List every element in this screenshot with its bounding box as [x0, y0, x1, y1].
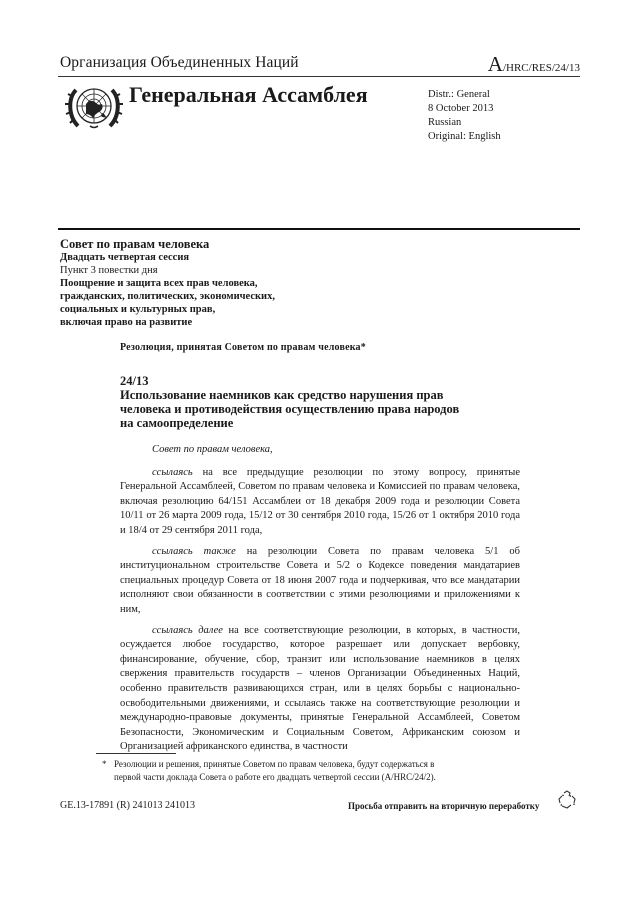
recycle-icon [556, 790, 578, 810]
resolution-title-line: человека и противодействия осуществлению права народов [120, 402, 460, 416]
agenda-title-line: гражданских, политических, экономических, [60, 291, 275, 302]
council-name: Совет по правам человека [60, 237, 210, 251]
agenda-item: Пункт 3 повестки дня [60, 265, 158, 276]
paragraph-lead: ссылаясь далее [152, 624, 223, 636]
document-language: Russian [428, 117, 462, 128]
footnote-mark: * [102, 759, 107, 769]
council-block [60, 237, 275, 329]
footnote-line: первой части доклада Совета о работе его двадцать четвертой сессии (A/HRC/24/2). [114, 772, 436, 782]
footnote-rule [96, 753, 176, 754]
resolution-title-line: Использование наемников как средство нарушения прав [120, 388, 444, 402]
paragraph-text: на все соответствующие резолюции, в которых, в частности, осуждается любое государство, которое разрешает или допускает вербовку, финансирование, обучение, сбор, транзит или использование наемников в целях свержения правительств государств – членов Организации Объединенных Наций, особенно правительств развивающихся стран, или в целях борьбы с национально-освободительными движениями, и ссылаясь также на соответствующие резолюции и международно-правовые документы, принятые Генеральной Ассамблеей, Советом Безопасности, Экономическим и Социальным Советом, Африканским союзом и Организацией африканского единства, в частности [120, 624, 520, 753]
un-emblem-icon [64, 82, 124, 132]
paragraph-lead: ссылаясь также [152, 545, 236, 557]
agenda-title-line: Поощрение и защита всех прав человека, [60, 278, 258, 289]
symbol-rest: /HRC/RES/24/13 [502, 62, 580, 74]
preamble-paragraph [120, 545, 520, 618]
session-name: Двадцать четвертая сессия [60, 252, 190, 263]
paragraph-text: на все предыдущие резолюции по этому вопросу, принятые Генеральной Ассамблеей, Советом по правам человека и Комиссией по правам человека, включая резолюцию 64/151 Ассамблеи от 18 декабря 2009 года и резолюции Совета 10/11 от 26 марта 2009 года, 15/12 от 30 сентября 2010 года, 15/26 от 1 октября 2010 года и 18/4 от 29 сентября 2011 года, [120, 466, 520, 536]
organization-name: Организация Объединенных Наций [60, 54, 299, 71]
section-rule [58, 228, 580, 230]
footnote-line: Резолюции и решения, принятые Советом по правам человека, будут содержаться в [114, 759, 435, 769]
agenda-title-line: социальных и культурных прав, [60, 304, 216, 315]
resolution-heading [120, 374, 540, 430]
recycle-notice: Просьба отправить на вторичную переработку [348, 801, 540, 811]
preamble-paragraph [120, 624, 520, 755]
distribution-status: Distr.: General [428, 89, 490, 100]
resolution-body [120, 443, 520, 761]
resolution-adopted-by: Резолюция, принятая Советом по правам человека* [120, 342, 366, 353]
organ-title: Генеральная Ассамблея [129, 82, 368, 107]
job-number: GE.13-17891 (R) 241013 241013 [60, 800, 195, 811]
resolution-title-line: на самоопределение [120, 416, 234, 430]
footnote [102, 758, 528, 784]
opening-phrase [120, 443, 520, 458]
document-symbol [488, 52, 580, 77]
resolution-number: 24/13 [120, 374, 149, 388]
symbol-prefix: A [487, 52, 503, 76]
header-rule [58, 76, 580, 77]
original-language: Original: English [428, 131, 501, 142]
opening-text: Совет по правам человека, [152, 444, 273, 455]
paragraph-text: на резолюции Совета по правам человека 5/1 об институциональном строительстве Совета и 5/2 о Кодексе поведения мандатариев специальных процедур Совета от 18 июня 2007 года и подчеркивая, что все мандатарии исполняют свои обязанности в соответствии с этими резолюциями и приложениями к ним, [120, 545, 520, 615]
distribution-block [428, 88, 501, 144]
document-date: 8 October 2013 [428, 103, 494, 114]
agenda-title-line: включая право на развитие [60, 317, 193, 328]
paragraph-lead: ссылаясь [152, 466, 193, 478]
preamble-paragraph [120, 466, 520, 539]
